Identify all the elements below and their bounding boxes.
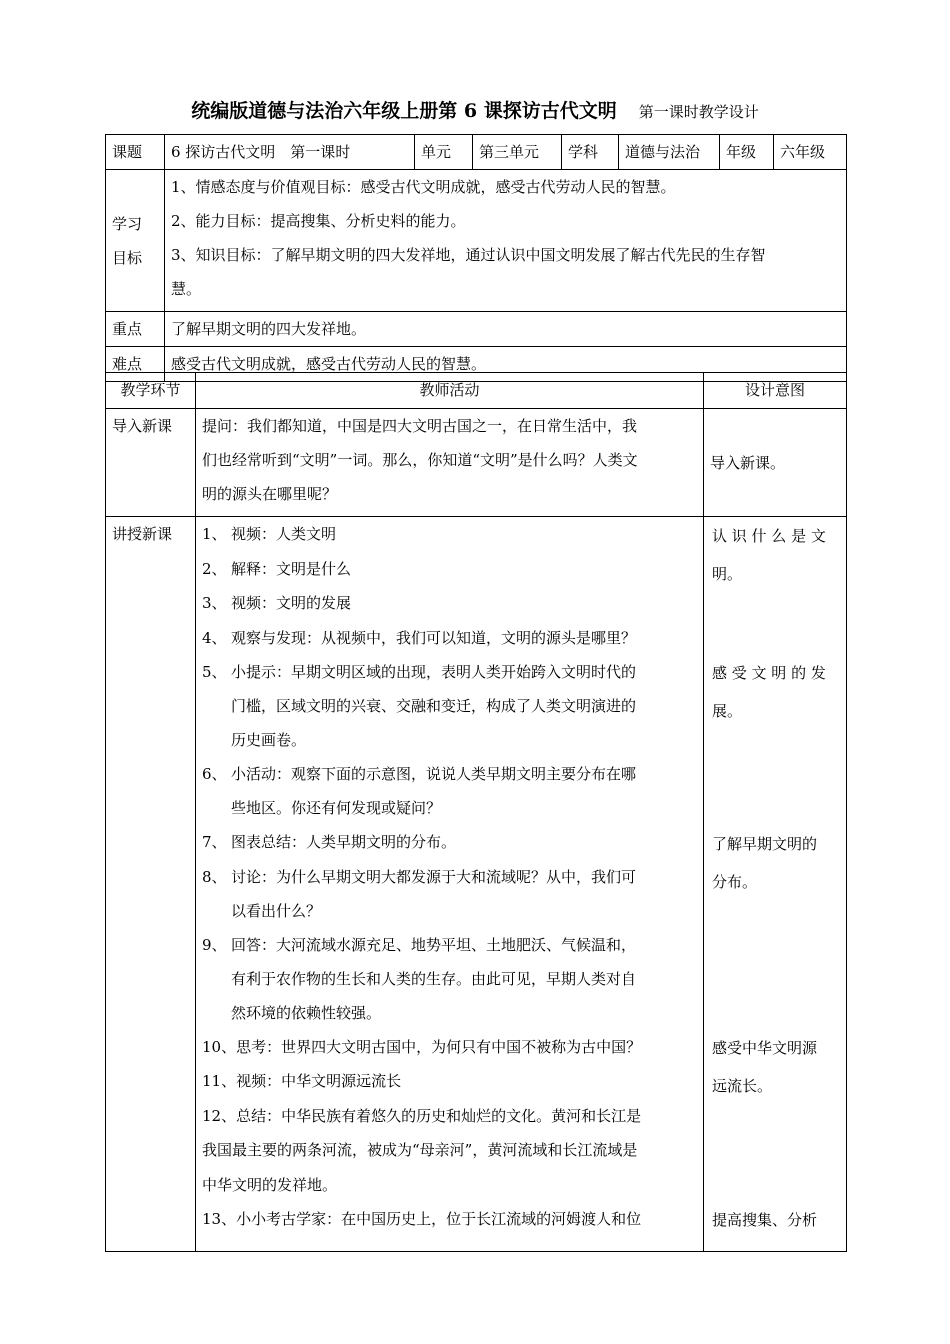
step-text: 视频：人类文明 — [231, 525, 337, 543]
step-text: 视频：文明的发展 — [231, 594, 352, 612]
title-sub: 第一课时教学设计 — [638, 103, 759, 121]
lecture-stage: 讲授新课 — [106, 517, 196, 1252]
intro-stage: 导入新课 — [106, 409, 196, 517]
step-item — [202, 655, 697, 757]
goals-label — [106, 170, 165, 312]
goal-line: 1、情感态度与价值观目标：感受古代文明成就，感受古代劳动人民的智慧。 — [171, 178, 676, 196]
intent-line: 分布。 — [712, 873, 758, 891]
step-item — [202, 860, 697, 928]
header-activity: 教师活动 — [196, 373, 704, 409]
goal-line: 慧。 — [171, 280, 202, 298]
goals-label-line-1: 学习 — [112, 214, 143, 233]
step-text: 讨论：为什么早期文明大都发源于大和流域呢？从中，我们可 — [231, 867, 637, 886]
topic-value: 6 探访古代文明 第一课时 — [165, 135, 415, 170]
difficulty-label: 难点 — [106, 347, 165, 382]
step-line: 11、视频：中华文明源远流长 — [202, 1072, 402, 1090]
step-number: 1、 — [202, 525, 227, 543]
key-point-label: 重点 — [106, 312, 165, 347]
intro-line: 们也经常听到“文明”一词。那么，你知道“文明”是什么吗？人类文 — [202, 451, 638, 469]
header-stage: 教学环节 — [106, 373, 196, 409]
grade-label: 年级 — [720, 135, 774, 170]
intro-intent: 导入新课。 — [704, 409, 847, 517]
step-text: 然环境的依赖性较强。 — [231, 1003, 382, 1022]
step-number: 9、 — [202, 935, 227, 954]
step-text: 门槛，区域文明的兴衰、交融和变迁，构成了人类文明演进的 — [231, 697, 637, 715]
step-number: 7、 — [202, 833, 227, 851]
step-text: 解释：文明是什么 — [231, 559, 352, 578]
goal-line: 2、能力目标：提高搜集、分析史料的能力。 — [171, 212, 466, 230]
subject-label: 学科 — [562, 135, 619, 170]
step-text: 历史画卷。 — [231, 731, 307, 749]
step-text: 小活动：观察下面的示意图，说说人类早期文明主要分布在哪 — [231, 765, 637, 783]
lecture-intent — [704, 517, 847, 1252]
intent-line: 明。 — [712, 565, 743, 583]
intro-activity — [196, 409, 704, 517]
step-text: 些地区。你还有何发现或疑问？ — [231, 799, 442, 817]
step-number: 6、 — [202, 765, 227, 783]
document-title — [0, 96, 950, 123]
step-text: 以看出什么？ — [231, 901, 322, 920]
goals-content — [165, 170, 847, 312]
key-point-value: 了解早期文明的四大发祥地。 — [165, 312, 847, 347]
step-item — [202, 586, 697, 621]
unit-value: 第三单元 — [473, 135, 562, 170]
step-number: 5、 — [202, 663, 227, 681]
header-intent: 设计意图 — [704, 373, 847, 409]
step-number: 3、 — [202, 594, 227, 612]
step-item — [202, 552, 697, 587]
intro-line: 明的源头在哪里呢？ — [202, 485, 338, 503]
step-item — [202, 757, 697, 825]
step-item — [202, 928, 697, 1030]
intent-line: 认 识 什 么 是 文 — [712, 527, 826, 545]
lesson-table — [105, 372, 847, 1252]
step-text: 有利于农作物的生长和人类的生存。由此可见，早期人类对自 — [231, 969, 637, 988]
unit-label: 单元 — [415, 135, 473, 170]
intent-line: 远流长。 — [712, 1077, 773, 1095]
grade-value: 六年级 — [774, 135, 847, 170]
intent-line: 提高搜集、分析 — [712, 1211, 818, 1229]
step-text: 回答：大河流域水源充足、地势平坦、土地肥沃、气候温和， — [231, 935, 637, 954]
intent-line: 展。 — [712, 702, 743, 720]
step-text: 观察与发现：从视频中，我们可以知道，文明的源头是哪里？ — [231, 628, 637, 647]
difficulty-value: 感受古代文明成就，感受古代劳动人民的智慧。 — [165, 347, 847, 382]
step-line: 10、思考：世界四大文明古国中，为何只有中国不被称为古中国？ — [202, 1037, 642, 1056]
goal-line: 3、知识目标：了解早期文明的四大发祥地，通过认识中国文明发展了解古代先民的生存智 — [171, 246, 766, 264]
intent-line: 了解早期文明的 — [712, 835, 818, 853]
goals-label-line-2: 目标 — [112, 248, 143, 267]
step-line: 12、总结：中华民族有着悠久的历史和灿烂的文化。黄河和长江是 — [202, 1106, 642, 1125]
step-number: 4、 — [202, 628, 227, 647]
title-main: 统编版道德与法治六年级上册第 6 课探访古代文明 — [191, 100, 617, 122]
step-line: 我国最主要的两条河流，被成为“母亲河”，黄河流域和长江流域是 — [202, 1141, 638, 1159]
intent-line: 感 受 文 明 的 发 — [712, 664, 826, 682]
step-line: 中华文明的发祥地。 — [202, 1175, 338, 1194]
info-table — [105, 134, 847, 382]
step-item — [202, 621, 697, 656]
intro-line: 提问：我们都知道，中国是四大文明古国之一，在日常生活中，我 — [202, 417, 638, 435]
step-line: 13、小小考古学家：在中国历史上，位于长江流域的河姆渡人和位 — [202, 1210, 642, 1228]
topic-label: 课题 — [106, 135, 165, 170]
step-item — [202, 825, 697, 860]
lecture-activity — [196, 517, 704, 1252]
step-text: 图表总结：人类早期文明的分布。 — [231, 833, 457, 851]
step-item — [202, 517, 697, 552]
step-number: 8、 — [202, 867, 227, 886]
step-text: 小提示：早期文明区域的出现，表明人类开始跨入文明时代的 — [231, 663, 637, 681]
intent-line: 感受中华文明源 — [712, 1039, 818, 1057]
subject-value: 道德与法治 — [619, 135, 720, 170]
step-number: 2、 — [202, 559, 227, 578]
